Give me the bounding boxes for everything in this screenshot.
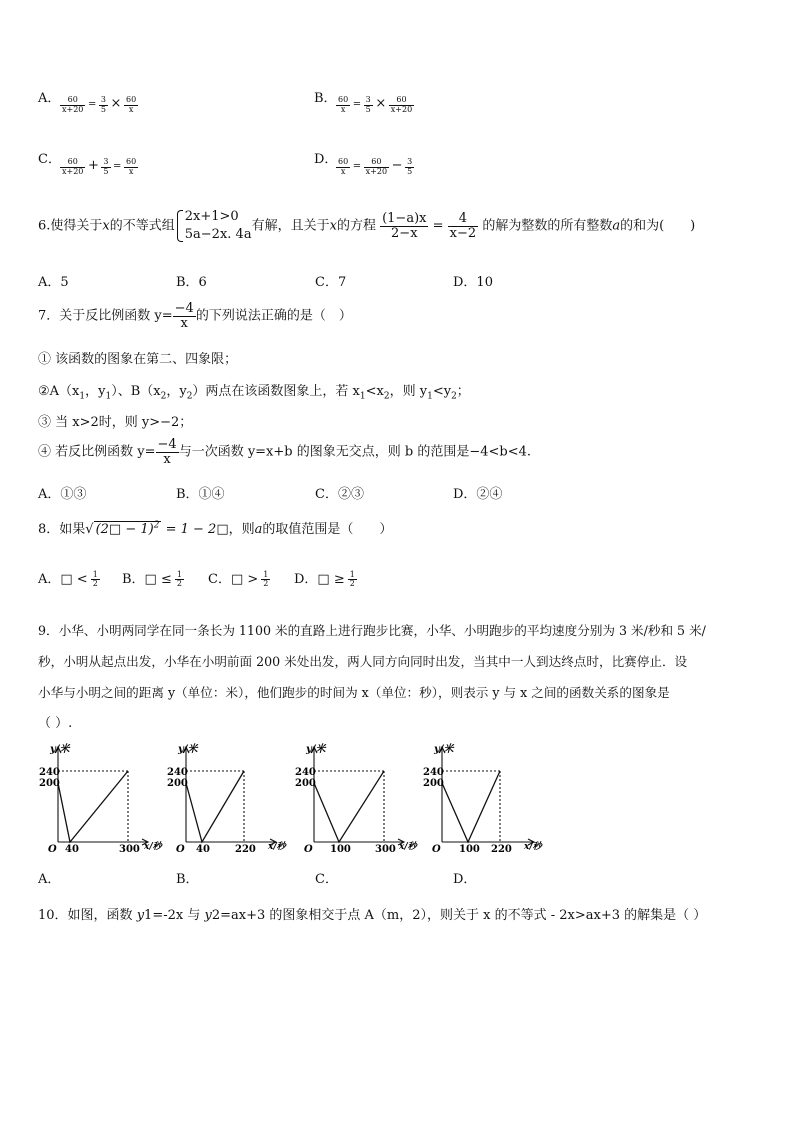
inequality-system: 2x+1>0 5a−2x. 4a (175, 208, 252, 244)
q7-option-c: C．②③ (315, 487, 364, 502)
tick-end: 300 (119, 844, 140, 855)
q9-line-3: 小华与小明之间的距离 y（单位：米），他们跑步的时间为 x（单位：秒），则表示 y 与 x 之间的函数关系的图象是 (38, 685, 670, 700)
q7-option-b: B．①④ (176, 487, 225, 502)
q10-stem: 10．如图，函数 y1=-2x 与 y2=ax+3 的图象相交于点 A（m，2），则关于 x 的不等式 - 2x>ax+3 的解集是（ ） (38, 908, 707, 923)
x-axis-label: x/秒 (399, 842, 417, 852)
frac-den: x+20 (62, 104, 84, 114)
q8-stem: 8．如果√ (2□ − 1)$^2$ = 1 − 2□，则a的取值范围是（ ） (38, 520, 393, 537)
equation-rhs-fraction: $\frac{4}{x-2}$ (449, 211, 477, 241)
graph-line (58, 771, 128, 842)
graph-b (164, 738, 286, 854)
q9-line-1: 9．小华、小明两同学在同一条长为 1100 米的直路上进行跑步比赛，小华、小明跑步的平均速度分别为 3 米/秒和 5 米/ (38, 623, 706, 638)
q7-stem: 7．关于反比例函数 y= $\frac{-4}{x}$ 的下列说法正确的是（ ） (38, 301, 352, 331)
q5-option-a: A． (38, 91, 61, 106)
tick-200: 200 (39, 778, 60, 789)
radicand: (2□ − 1)$^2$ (95, 520, 160, 537)
origin-label: O (304, 844, 313, 855)
tick-240: 240 (167, 767, 188, 778)
graph-c (292, 738, 417, 855)
q9-line-2: 秒，小明从起点出发，小华在小明前面 200 米处出发，两人同方向同时出发，当其中一人到达终点时，比赛停止．设 (38, 654, 688, 669)
q5-option-a-expr: $\frac{60}{x+20}$ = $\frac{3}{5}$ × $\frac{60}{x}$ (62, 95, 137, 114)
q7-statement-4: ④ 若反比例函数 y= $\frac{-4}{x}$ 与一次函数 y=x+b 的图象无交点，则 b 的范围是−4<b<4. (38, 437, 531, 467)
q7-statement-3: ③ 当 x>2时，则 y>−2； (38, 415, 193, 430)
tick-200: 200 (167, 778, 188, 789)
q5-option-d-expr: $\frac{60}{x}$ = $\frac{60}{x+20}$ − $\frac{3}{5}$ (338, 157, 413, 176)
q5-option-d: D． (314, 152, 338, 167)
tick-min: 40 (196, 844, 210, 855)
q5-option-c-expr: $\frac{60}{x+20}$ + $\frac{3}{5}$ = $\frac{60}{x}$ (62, 157, 137, 176)
q9-line-4: （ ）. (38, 716, 73, 731)
x-axis-label: x/秒 (268, 842, 286, 852)
q6-stem: 6.使得关于x的不等式组 2x+1>0 5a−2x. 4a 有解，且关于x的方程 $\frac{(1-a)x}{2-x}$ = $\frac{4}{x-2}$ 的解为整数的所有整数a的和为( ) (38, 208, 695, 244)
q7-statement-2: $②A(x_1$，$y_1$）、$B(x_2$，$y_2$）两点在该函数图象上，若 $x_1<x_2$，则 $y_1<y_2$； (38, 384, 470, 402)
q6-option-a: A．5 (38, 275, 69, 290)
tick-end: 220 (491, 844, 512, 855)
origin-label: O (48, 844, 57, 855)
q7-fraction: $\frac{-4}{x}$ (174, 301, 194, 331)
q7-statement-1: ① 该函数的图象在第二、四象限； (38, 352, 238, 367)
graph-c-label: C． (315, 872, 338, 887)
origin-label: O (432, 844, 441, 855)
tick-min: 100 (459, 844, 480, 855)
q8-option-c: C．□ > $\frac{1}{2}$ (208, 569, 269, 588)
graph-d-label: D． (453, 872, 477, 887)
q5-option-b-expr: $\frac{60}{x}$ = $\frac{3}{5}$ × $\frac{60}{x+20}$ (338, 95, 413, 114)
x-axis-label: x/秒 (144, 842, 162, 852)
q7-option-d: D．②④ (453, 487, 503, 502)
y-axis-label: y/米 (178, 744, 198, 755)
q8-option-b: B．□ ≤ $\frac{1}{2}$ (122, 569, 182, 588)
q8-option-a: A．□ < $\frac{1}{2}$ (38, 569, 98, 588)
tick-end: 220 (235, 844, 256, 855)
y-axis-label: y/米 (434, 744, 454, 755)
graph-a (36, 738, 162, 855)
graph-line (314, 771, 384, 842)
q6-option-b: B．6 (176, 275, 207, 290)
tick-240: 240 (423, 767, 444, 778)
q6-option-c: C．7 (315, 275, 347, 290)
equation-lhs-fraction: $\frac{(1-a)x}{2-x}$ (382, 211, 427, 241)
graph-d (420, 738, 548, 854)
tick-min: 40 (65, 844, 79, 855)
q8-option-d: D．□ ≥ $\frac{1}{2}$ (294, 569, 355, 588)
frac-num: 60 (60, 96, 85, 105)
x-axis-label: x/秒 (524, 842, 542, 852)
tick-200: 200 (423, 778, 444, 789)
graph-line (442, 771, 500, 842)
q5-option-b: B． (314, 91, 337, 106)
y-axis-label: y/米 (50, 744, 70, 755)
graph-b-label: B． (176, 872, 199, 887)
tick-min: 100 (330, 844, 351, 855)
tick-end: 300 (375, 844, 396, 855)
tick-240: 240 (295, 767, 316, 778)
graph-a-label: A． (38, 872, 61, 887)
sqrt-sign: √ (85, 522, 94, 537)
tick-200: 200 (295, 778, 316, 789)
graph-line (186, 771, 244, 842)
origin-label: O (176, 844, 185, 855)
y-axis-label: y/米 (306, 744, 326, 755)
q5-option-c: C． (38, 152, 61, 167)
q6-option-d: D．10 (453, 275, 493, 290)
q7-option-a: A．①③ (38, 487, 87, 502)
tick-240: 240 (39, 767, 60, 778)
